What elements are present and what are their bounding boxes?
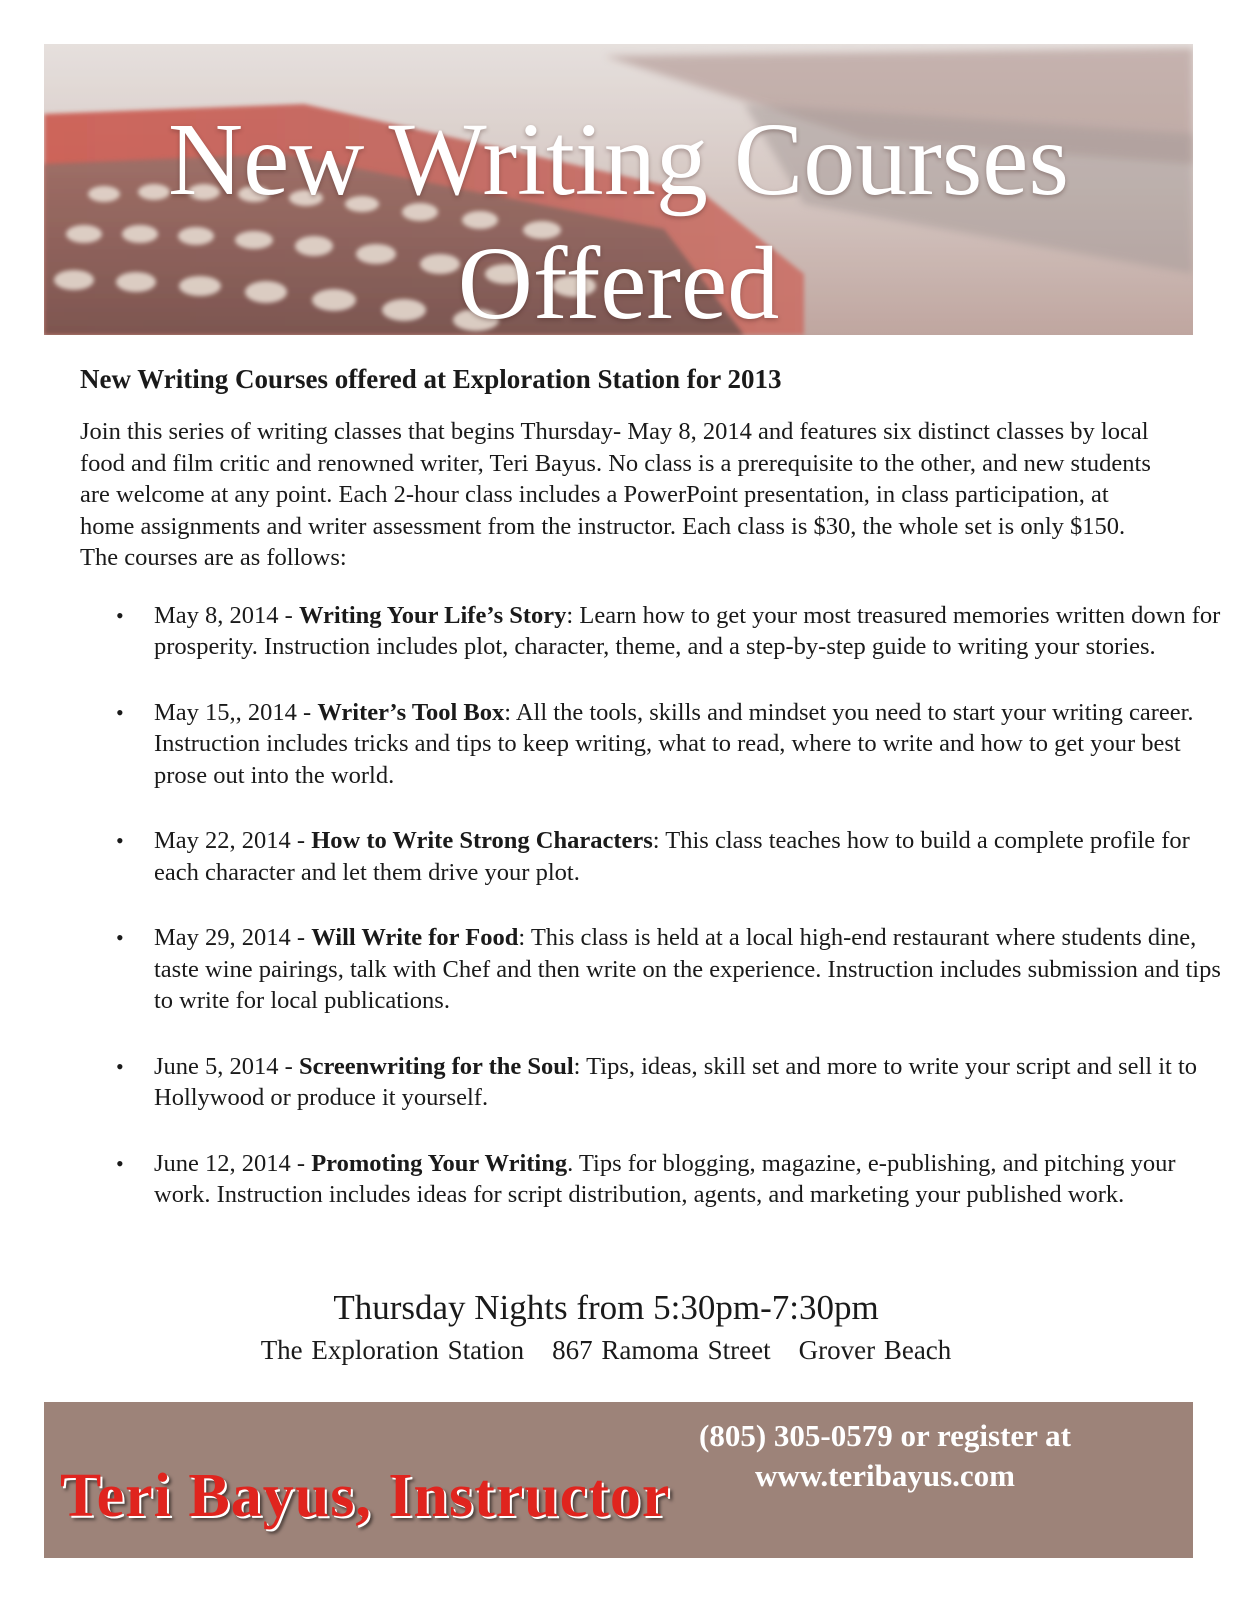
header-banner (44, 44, 1193, 335)
course-title: Writer’s Tool Box (317, 698, 505, 726)
course-title: Promoting Your Writing (311, 1149, 568, 1177)
location-line (0, 1332, 1212, 1368)
bullet-icon: • (116, 828, 124, 853)
banner-title (44, 98, 1193, 335)
venue-name: The Exploration Station (260, 1335, 525, 1365)
course-item (80, 825, 1232, 888)
course-item (80, 1051, 1232, 1114)
intro-paragraph: Join this series of writing classes that begins Thursday- May 8, 2014 and features six distinct classes by local food and film critic and renowned writer, Teri Bayus. No class is a prerequisite to the other, and new students are welcome at any point. Each 2-hour class includes a PowerPoint presentation, in class participation, at home assignments and writer assessment from the instructor. Each class is $30, the whole set is only $150. The courses are as follows: (80, 418, 1151, 571)
schedule-line: Thursday Nights from 5:30pm-7:30pm (333, 1288, 879, 1327)
course-title: Writing Your Life’s Story (298, 601, 567, 629)
contact-block (625, 1416, 1145, 1496)
bullet-icon: • (116, 699, 124, 725)
course-date: June 5, 2014 - (154, 1052, 299, 1080)
course-date: May 29, 2014 - (154, 924, 312, 951)
course-description: : Learn how to get your most treasured memories written down for prosperity. Instruction includes plot, character, theme, and a step-by-step guide to writing your stories. (154, 601, 1221, 660)
page-subtitle: New Writing Courses offered at Exploration Station for 2013 (80, 364, 782, 394)
course-item (80, 600, 1232, 663)
course-date: May 15,, 2014 - (154, 698, 318, 726)
course-title: Will Write for Food (311, 924, 519, 951)
street-address: 867 Ramoma Street (552, 1335, 771, 1365)
course-date: May 8, 2014 - (154, 601, 299, 629)
instructor-name: Teri Bayus, Instructor (60, 1462, 671, 1530)
course-description: : Tips, ideas, skill set and more to write your script and sell it to Hollywood or produce it yourself. (154, 1052, 1198, 1111)
main-content (80, 362, 1221, 1211)
bullet-icon: • (116, 1053, 124, 1079)
course-description: . Tips for blogging, magazine, e-publishing, and pitching your work. Instruction includes ideas for script distribution, agents, and marketing your published work. (154, 1149, 1176, 1208)
course-description: : This class teaches how to build a complete profile for each character and let them drive your plot. (154, 827, 1190, 886)
course-list (80, 600, 1221, 1211)
phone-register-text: (805) 305-0579 or register at (699, 1418, 1071, 1453)
bullet-icon: • (116, 1150, 124, 1176)
course-description: : All the tools, skills and mindset you need to start your writing career. Instruction includes tricks and tips to keep writing, what to read, where to write and how to get your best prose out into the world. (154, 698, 1194, 789)
course-description: : This class is held at a local high-end restaurant where students dine, taste wine pairings, talk with Chef and then write on the experience. Instruction includes submission and tips to write for local publications. (154, 924, 1221, 1014)
course-item (80, 922, 1232, 1017)
website-link[interactable]: www.teribayus.com (754, 1458, 1016, 1493)
footer-banner (44, 1402, 1193, 1558)
course-date: May 22, 2014 - (154, 827, 312, 854)
banner-title-line1: New Writing Courses (168, 102, 1069, 217)
bullet-icon: • (116, 602, 124, 628)
banner-title-line2: Offered (457, 226, 780, 335)
course-item (80, 697, 1232, 792)
course-date: June 12, 2014 - (154, 1149, 312, 1177)
course-item (80, 1148, 1232, 1211)
bullet-icon: • (116, 925, 124, 950)
course-title: How to Write Strong Characters (311, 827, 653, 854)
city-name: Grover Beach (798, 1335, 952, 1365)
course-title: Screenwriting for the Soul (298, 1052, 574, 1080)
